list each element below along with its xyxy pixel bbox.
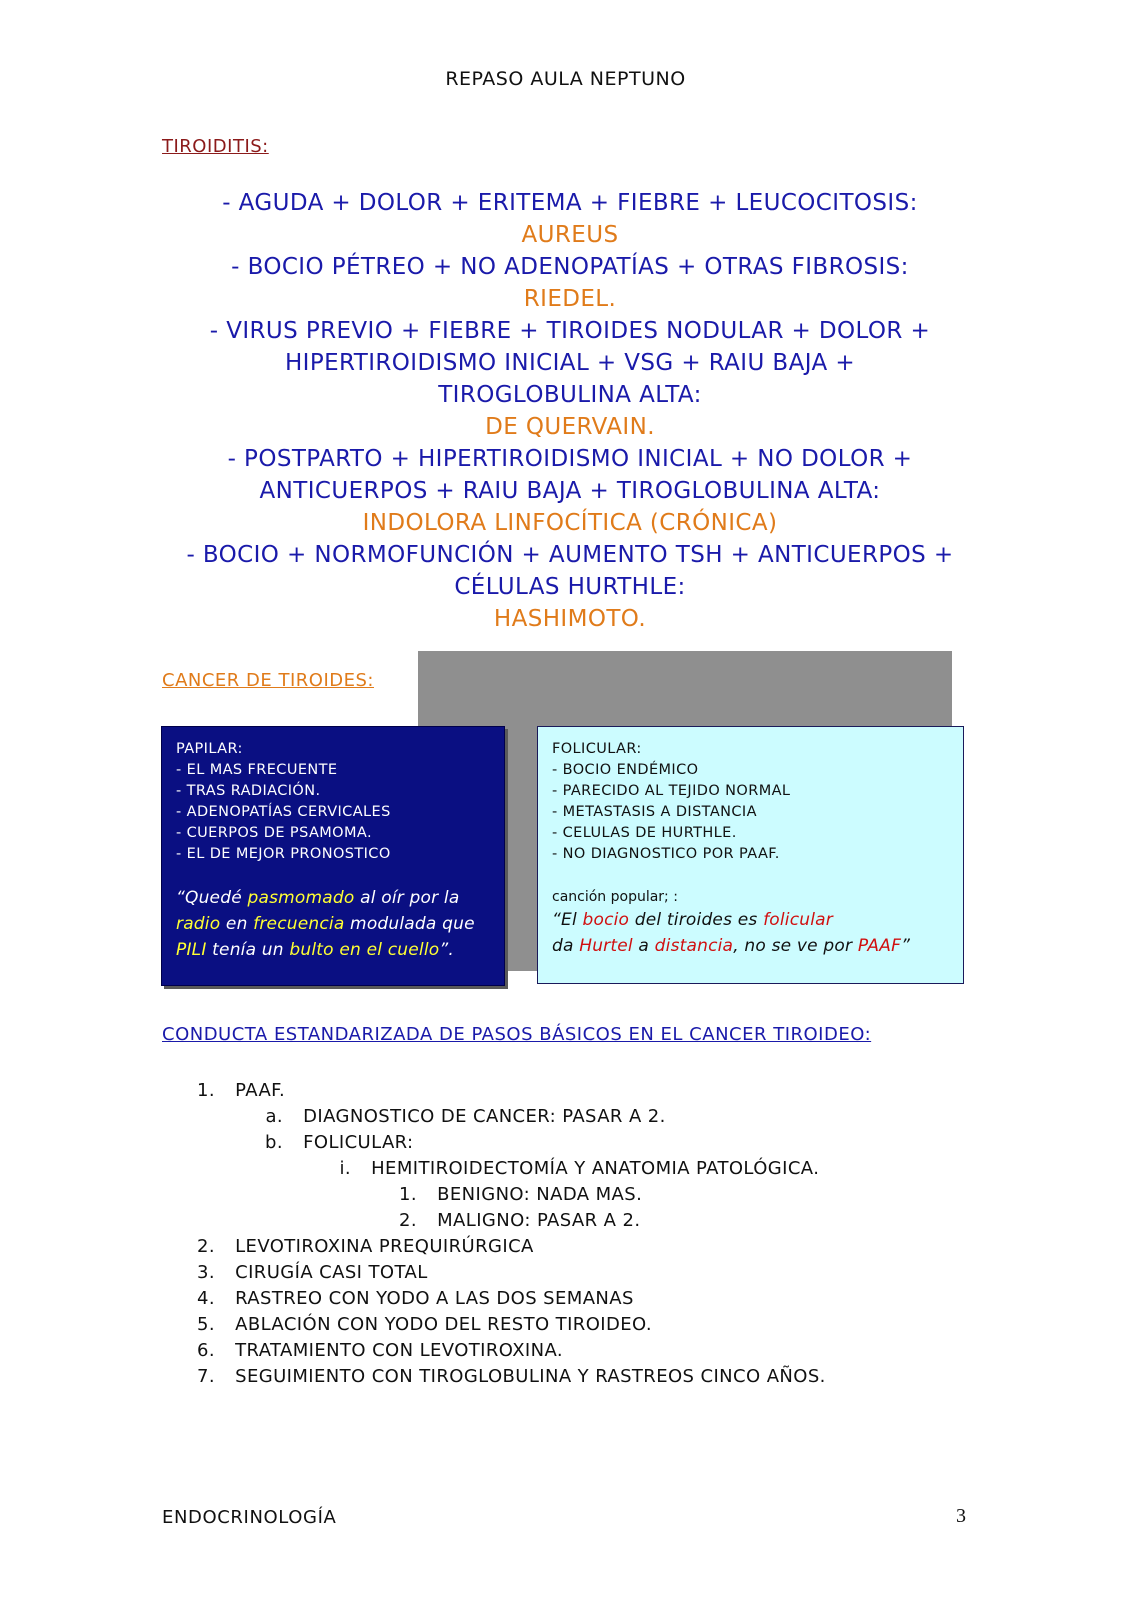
step-item [397, 1182, 642, 1209]
folicular-note: canción popular; : [552, 889, 678, 905]
tiroiditis-line: - VIRUS PREVIO + FIEBRE + TIROIDES NODULAR + DOLOR + [209, 318, 931, 344]
tiroiditis-line: - BOCIO + NORMOFUNCIÓN + AUMENTO TSH + ANTICUERPOS + [186, 542, 954, 568]
tiroiditis-answer: INDOLORA LINFOCÍTICA (CRÓNICA) [362, 510, 778, 536]
quote-text: a [632, 936, 655, 956]
quote-text: modulada que [344, 914, 475, 934]
quote-text: al oír por la [354, 888, 460, 908]
step-item [397, 1208, 640, 1235]
papilar-mnemonic [176, 885, 490, 963]
folicular-item: - NO DIAGNOSTICO POR PAAF. [552, 846, 780, 862]
step-number: b. [265, 1132, 283, 1153]
step-text: PAAF. [235, 1080, 286, 1101]
tiroiditis-line: - AGUDA + DOLOR + ERITEMA + FIEBRE + LEUCOCITOSIS: [222, 190, 918, 216]
step-item [195, 1364, 826, 1391]
tiroiditis-line: - BOCIO PÉTREO + NO ADENOPATÍAS + OTRAS FIBROSIS: [231, 254, 909, 280]
tiroiditis-line: ANTICUERPOS + RAIU BAJA + TIROGLOBULINA ALTA: [259, 478, 881, 504]
tiroiditis-answer: AUREUS [521, 222, 619, 248]
quote-text: , no se ve por [733, 936, 858, 956]
quote-highlight: PILI [176, 940, 207, 960]
papilar-item: - TRAS RADIACIÓN. [176, 783, 321, 799]
quote-text: da [552, 936, 580, 956]
step-number: 5. [197, 1314, 215, 1335]
folicular-title: FOLICULAR: [552, 741, 642, 757]
quote-red: folicular [763, 910, 833, 930]
folicular-item: - PARECIDO AL TEJIDO NORMAL [552, 783, 791, 799]
quote-text: ” [901, 936, 911, 956]
tiroiditis-list [130, 187, 1010, 635]
step-item [333, 1156, 819, 1183]
tiroiditis-line: TIROGLOBULINA ALTA: [438, 382, 702, 408]
quote-red: PAAF [857, 936, 902, 956]
step-item [195, 1286, 634, 1313]
quote-text: “El [552, 910, 583, 930]
quote-highlight: frecuencia [253, 914, 345, 934]
tiroiditis-line: HIPERTIROIDISMO INICIAL + VSG + RAIU BAJA + [284, 350, 856, 376]
step-item [195, 1078, 285, 1105]
quote-highlight: radio [176, 914, 221, 934]
papilar-item: - EL MAS FRECUENTE [176, 762, 338, 778]
footer-section: ENDOCRINOLOGÍA [162, 1507, 337, 1528]
tiroiditis-item [130, 443, 1010, 539]
step-number: i. [339, 1158, 351, 1179]
step-number: 3. [197, 1262, 215, 1283]
papilar-item: - CUERPOS DE PSAMOMA. [176, 825, 372, 841]
quote-text: ”. [439, 940, 455, 960]
folicular-item: - CELULAS DE HURTHLE. [552, 825, 737, 841]
step-text: MALIGNO: PASAR A 2. [437, 1210, 641, 1231]
quote-red: distancia [654, 936, 734, 956]
step-text: BENIGNO: NADA MAS. [437, 1184, 643, 1205]
tiroiditis-answer: HASHIMOTO. [493, 606, 647, 632]
page-number: 3 [956, 1505, 966, 1527]
papilar-title: PAPILAR: [176, 741, 243, 757]
step-number: 1. [399, 1184, 417, 1205]
quote-red: Hurtel [579, 936, 633, 956]
step-text: SEGUIMIENTO CON TIROGLOBULINA Y RASTREOS CINCO AÑOS. [235, 1366, 826, 1387]
step-number: 4. [197, 1288, 215, 1309]
step-text: HEMITIROIDECTOMÍA Y ANATOMIA PATOLÓGICA. [371, 1158, 820, 1179]
step-number: 2. [399, 1210, 417, 1231]
papilar-box [161, 726, 505, 986]
step-item [195, 1260, 428, 1287]
quote-red: bocio [582, 910, 630, 930]
conducta-heading: CONDUCTA ESTANDARIZADA DE PASOS BÁSICOS EN EL CANCER TIROIDEO: [162, 1024, 872, 1045]
papilar-item: - EL DE MEJOR PRONOSTICO [176, 846, 391, 862]
quote-text: del tiroides es [629, 910, 764, 930]
quote-text: “Quedé [176, 888, 248, 908]
tiroiditis-answer: DE QUERVAIN. [485, 414, 655, 440]
folicular-mnemonic [552, 907, 949, 959]
step-text: LEVOTIROXINA PREQUIRÚRGICA [235, 1236, 534, 1257]
step-item [195, 1312, 652, 1339]
page-header-title: REPASO AULA NEPTUNO [445, 68, 686, 90]
quote-text: tenía un [206, 940, 290, 960]
step-text: RASTREO CON YODO A LAS DOS SEMANAS [235, 1288, 634, 1309]
step-item [195, 1338, 563, 1365]
papilar-item: - ADENOPATÍAS CERVICALES [176, 804, 391, 820]
step-number: 7. [197, 1366, 215, 1387]
quote-text: en [220, 914, 254, 934]
quote-highlight: bulto en el cuello [289, 940, 440, 960]
cancer-heading: CANCER DE TIROIDES: [162, 670, 374, 691]
step-number: 6. [197, 1340, 215, 1361]
step-number: 2. [197, 1236, 215, 1257]
tiroiditis-heading: TIROIDITIS: [162, 136, 269, 157]
folicular-item: - BOCIO ENDÉMICO [552, 762, 699, 778]
tiroiditis-item [130, 539, 1010, 635]
step-text: TRATAMIENTO CON LEVOTIROXINA. [235, 1340, 564, 1361]
quote-highlight: pasmomado [247, 888, 355, 908]
step-text: ABLACIÓN CON YODO DEL RESTO TIROIDEO. [235, 1314, 652, 1335]
step-number: 1. [197, 1080, 215, 1101]
step-text: CIRUGÍA CASI TOTAL [235, 1262, 428, 1283]
folicular-box [537, 726, 964, 984]
step-text: FOLICULAR: [303, 1132, 414, 1153]
tiroiditis-line: - POSTPARTO + HIPERTIROIDISMO INICIAL + NO DOLOR + [227, 446, 913, 472]
step-number: a. [265, 1106, 283, 1127]
folicular-item: - METASTASIS A DISTANCIA [552, 804, 757, 820]
step-item [263, 1130, 414, 1157]
step-item [195, 1234, 534, 1261]
tiroiditis-item [130, 187, 1010, 251]
tiroiditis-line: CÉLULAS HURTHLE: [454, 574, 686, 600]
step-text: DIAGNOSTICO DE CANCER: PASAR A 2. [303, 1106, 666, 1127]
tiroiditis-item [130, 251, 1010, 315]
tiroiditis-answer: RIEDEL. [523, 286, 617, 312]
step-item [263, 1104, 666, 1131]
tiroiditis-item [130, 315, 1010, 443]
